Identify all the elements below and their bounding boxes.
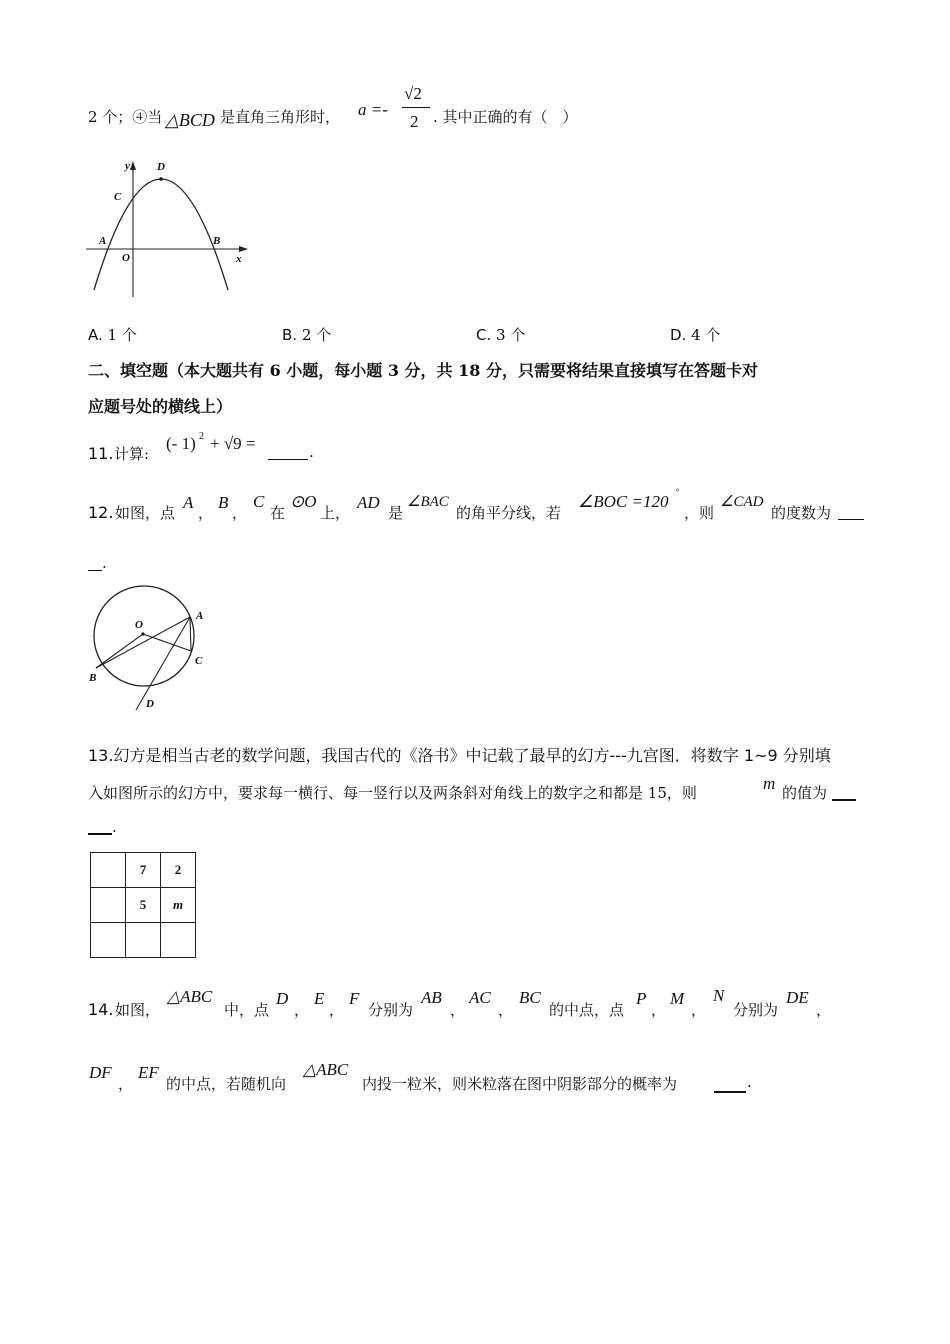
magic-square-row	[91, 923, 196, 958]
q14-answer-blank[interactable]	[714, 1075, 746, 1093]
option-b[interactable]: B. 2 个	[282, 326, 332, 344]
q12-number: 12.	[88, 503, 114, 522]
q12-ad: AD	[357, 493, 380, 512]
q12-sep1: ，	[198, 504, 214, 522]
q13-answer-blank-part1[interactable]	[832, 783, 856, 801]
circle-figure	[84, 584, 214, 716]
q12-text6: ，则	[684, 504, 715, 522]
magic-square-row	[91, 888, 196, 923]
magic-cell: 2	[161, 853, 196, 888]
q11-exponent: 2	[199, 431, 204, 442]
q12-answer-blank-part2[interactable]	[88, 556, 102, 571]
q10-mid-text: 是直角三角形时，	[220, 108, 341, 126]
label-o: O	[135, 619, 143, 631]
magic-cell: m	[161, 888, 196, 923]
q13-answer-blank-part2[interactable]	[88, 819, 112, 835]
section2-heading-line1: 二、填空题（本大题共有 6 小题，每小题 3 分，共 18 分，只需要将结果直接填写在答题卡对	[88, 361, 758, 380]
q14-comma2: ，	[329, 1001, 345, 1019]
label-b: B	[89, 672, 97, 684]
q14-seg-ac: AC	[469, 988, 491, 1007]
q12-text4: 是	[388, 504, 404, 522]
q12-text7: 的度数为	[771, 504, 832, 522]
q12-period: .	[102, 554, 107, 572]
q12-text5: 的角平分线，若	[456, 504, 562, 522]
magic-cell	[126, 923, 161, 958]
q14-seg-ab: AB	[421, 988, 442, 1007]
q13-period: .	[112, 818, 117, 836]
q10-prefix: 2 个；④当	[88, 108, 163, 126]
q14-point-p: P	[636, 989, 647, 1008]
q12-point-c: C	[253, 492, 265, 511]
q13-var-m: m	[763, 774, 776, 793]
q14-comma5: ，	[651, 1001, 667, 1019]
q14-point-m: M	[670, 989, 685, 1008]
q14-period: .	[747, 1073, 752, 1091]
q12-angle-cad: ∠CAD	[720, 494, 764, 510]
q14-triangle-abc: △ABC	[167, 987, 213, 1006]
q14-comma4: ，	[498, 1001, 514, 1019]
label-a: A	[99, 235, 107, 247]
x-axis-arrow	[239, 246, 248, 252]
label-d: D	[146, 698, 154, 710]
option-c[interactable]: C. 3 个	[476, 326, 526, 344]
q14-text4: 的中点，点	[549, 1001, 625, 1019]
q14-comma8: ，	[118, 1075, 134, 1093]
q14-comma7: ，	[816, 1001, 832, 1019]
q11-label: 计算:	[114, 445, 150, 463]
q11-expr-part2: + √9 =	[210, 434, 256, 453]
q14-number: 14.	[88, 1000, 114, 1019]
q14-seg-de: DE	[786, 988, 809, 1007]
q14-text1: 如图，	[115, 1001, 161, 1019]
q14-comma1: ，	[294, 1001, 310, 1019]
label-c: C	[114, 191, 122, 203]
vertex-point-d	[159, 177, 163, 181]
q10-suffix: . 其中正确的有（ ）	[433, 108, 578, 126]
q14-text2: 中，点	[224, 1001, 270, 1019]
magic-square	[90, 852, 196, 958]
q10-denominator: 2	[410, 112, 419, 131]
q14-comma3: ，	[450, 1001, 466, 1019]
q14-point-f: F	[349, 989, 360, 1008]
q12-text1: 如图，点	[115, 504, 176, 522]
q13-line2-end: 的值为	[782, 784, 828, 802]
q12-sep2: ，	[232, 504, 248, 522]
q14-text7: 内投一粒米，则米粒落在图中阴影部分的概率为	[362, 1075, 678, 1093]
q14-point-e: E	[314, 989, 325, 1008]
magic-cell	[91, 923, 126, 958]
q10-triangle-bcd: △BCD	[165, 110, 215, 130]
q12-angle-bac: ∠BAC	[407, 494, 449, 510]
q10-sqrt2: √2	[404, 84, 422, 103]
q12-degree: °	[676, 487, 680, 497]
q14-point-n: N	[713, 986, 725, 1005]
y-axis-arrow	[130, 161, 136, 170]
label-y: y	[125, 160, 130, 172]
q11-period: .	[309, 443, 314, 461]
q11-expr-part1: (- 1)	[166, 434, 196, 453]
label-o: O	[122, 252, 130, 264]
q14-comma6: ，	[691, 1001, 707, 1019]
magic-cell: 7	[126, 853, 161, 888]
q12-text2: 在	[270, 504, 286, 522]
magic-cell: 5	[126, 888, 161, 923]
bisector-ad	[136, 617, 190, 710]
q10-a-equals: a =-	[358, 100, 388, 119]
label-a: A	[196, 610, 204, 622]
q14-seg-bc: BC	[519, 988, 541, 1007]
q12-angle-boc: ∠BOC =120	[578, 492, 669, 511]
magic-cell	[161, 923, 196, 958]
chord-ab	[96, 617, 190, 668]
magic-cell	[91, 853, 126, 888]
q14-text6: 的中点，若随机向	[166, 1075, 287, 1093]
q11-answer-blank[interactable]	[268, 444, 308, 460]
q14-text3: 分别为	[368, 1001, 414, 1019]
label-x: x	[236, 253, 242, 265]
label-c: C	[195, 655, 203, 667]
option-d[interactable]: D. 4 个	[670, 326, 721, 344]
q14-seg-df: DF	[89, 1063, 112, 1082]
q12-point-b: B	[218, 493, 229, 512]
option-a[interactable]: A. 1 个	[88, 326, 137, 344]
q13-line1: 13.幻方是相当古老的数学问题，我国古代的《洛书》中记载了最早的幻方---九宫图．将数字 1~9 分别填	[88, 746, 831, 765]
magic-square-row	[91, 853, 196, 888]
segment-oc	[143, 634, 191, 651]
q12-text3: 上，	[320, 504, 351, 522]
q14-point-d: D	[276, 989, 289, 1008]
q14-triangle-abc-2: △ABC	[303, 1060, 349, 1079]
q10-fraction-bar	[402, 107, 430, 108]
q11-number: 11.	[88, 444, 114, 463]
label-b: B	[213, 235, 221, 247]
q12-circle-o: ⊙O	[290, 492, 317, 511]
q13-line2-text: 入如图所示的幻方中，要求每一横行、每一竖行以及两条斜对角线上的数字之和都是 15，则	[88, 784, 697, 802]
segment-ob	[96, 634, 143, 668]
parabola-figure	[82, 155, 257, 300]
q14-text5: 分别为	[733, 1001, 779, 1019]
chord-ac	[190, 617, 191, 651]
section2-heading-line2: 应题号处的横线上）	[88, 397, 233, 416]
magic-cell	[91, 888, 126, 923]
label-d: D	[157, 161, 165, 173]
q14-seg-ef: EF	[138, 1063, 159, 1082]
q12-point-a: A	[183, 493, 194, 512]
q12-answer-blank-part1[interactable]	[838, 503, 864, 520]
